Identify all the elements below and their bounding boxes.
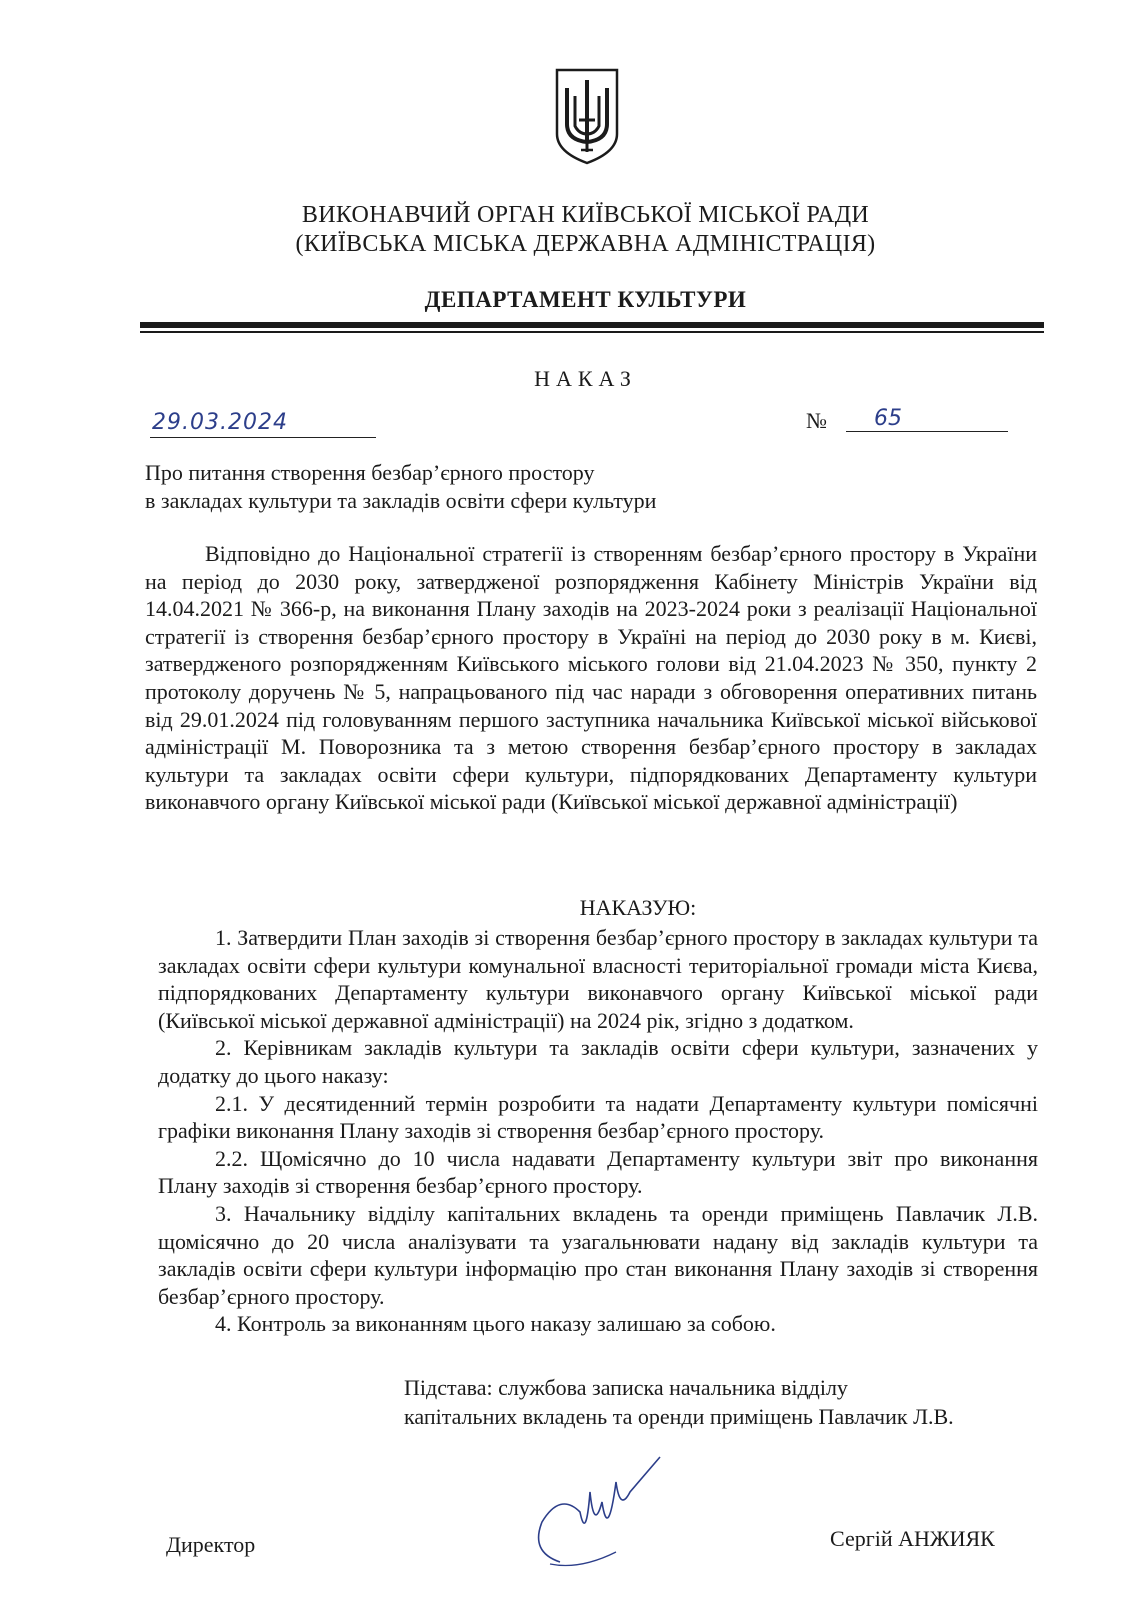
signatory-name: Сергій АНЖИЯК: [830, 1526, 995, 1551]
order-date: 29.03.2024: [152, 410, 288, 435]
order-points: [158, 924, 1038, 1338]
number-underline: [846, 431, 1008, 432]
order-number-label: №: [806, 408, 827, 433]
order-point: 1. Затвердити План заходів зі створення безбар’єрного простору в закладах культури та закладах освіти сфери культури комунальної власності територіальної громади міста Києва, підпорядкованих Департаменту культури виконавчого органу Київської міської ради (Київської міської державної адміністрації) на 2024 рік, згідно з додатком.: [158, 925, 1038, 1033]
coat-of-arms-icon: [553, 66, 621, 166]
basis-note: [404, 1373, 1044, 1431]
date-underline: [150, 437, 376, 438]
order-subject: [145, 459, 845, 515]
basis-line2: капітальних вкладень та оренди приміщень Павлачик Л.В.: [404, 1404, 954, 1429]
organization-name-line2: (КИЇВСЬКА МІСЬКА ДЕРЖАВНА АДМІНІСТРАЦІЯ): [295, 231, 876, 257]
order-title: НАКАЗ: [534, 366, 637, 391]
handwritten-signature: [520, 1452, 670, 1572]
header-divider-thin: [140, 331, 1044, 333]
order-point: 2.2. Щомісячно до 10 числа надавати Департаменту культури звіт про виконання Плану заходів зі створення безбар’єрного простору.: [158, 1145, 1038, 1199]
order-point: 2. Керівникам закладів культури та закладів освіти сфери культури, зазначених у додатку до цього наказу:: [158, 1035, 1038, 1088]
subject-line1: Про питання створення безбар’єрного простору: [145, 460, 595, 485]
subject-line2: в закладах культури та закладів освіти сфери культури: [145, 488, 657, 513]
order-number: 65: [874, 406, 902, 431]
organization-name-line1: ВИКОНАВЧИЙ ОРГАН КИЇВСЬКОЇ МІСЬКОЇ РАДИ: [301, 202, 870, 228]
order-point: 2.1. У десятиденний термін розробити та надати Департаменту культури помісячні графіки виконання Плану заходів зі створення безбар’єрного простору.: [158, 1090, 1038, 1144]
preamble-text: Відповідно до Національної стратегії із створенням безбар’єрного простору в України на період до 2030 року, затвердженої розпорядження Кабінету Міністрів України від 14.04.2021 № 366-р, на виконання Плану заходів на 2023-2024 роки з реалізації Національної стратегії із створення безбар’єрного простору в Україні на період до 2030 року в м. Києві, затвердженого розпорядженням Київського міського голови від 21.04.2023 № 350, пункту 2 протоколу доручень № 5, напрацьованого під час наради з обговорення оперативних питань від 29.01.2024 під головуванням першого заступника начальника Київської міської військової адміністрації М. Поворозника та з метою створення безбар’єрного простору в закладах культури та закладах освіти сфери культури, підпорядкованих Департаменту культури виконавчого органу Київської міської ради (Київської міської державної адміністрації): [145, 541, 1037, 815]
order-point: 3. Начальнику відділу капітальних вкладень та оренди приміщень Павлачик Л.В. щомісячно до 20 числа аналізувати та узагальнювати надану від закладів культури та закладів освіти сфери культури інформацію про стан виконання Плану заходів зі створення безбар’єрного простору.: [158, 1200, 1038, 1309]
signatory-position: Директор: [166, 1532, 256, 1557]
order-directive-word: НАКАЗУЮ:: [579, 895, 697, 920]
preamble: [145, 540, 1037, 816]
header-divider-thick: [140, 322, 1044, 328]
order-point: 4. Контроль за виконанням цього наказу залишаю за собою.: [215, 1311, 776, 1337]
department-name: ДЕПАРТАМЕНТ КУЛЬТУРИ: [424, 287, 747, 312]
basis-line1: Підстава: службова записка начальника відділу: [404, 1375, 848, 1400]
